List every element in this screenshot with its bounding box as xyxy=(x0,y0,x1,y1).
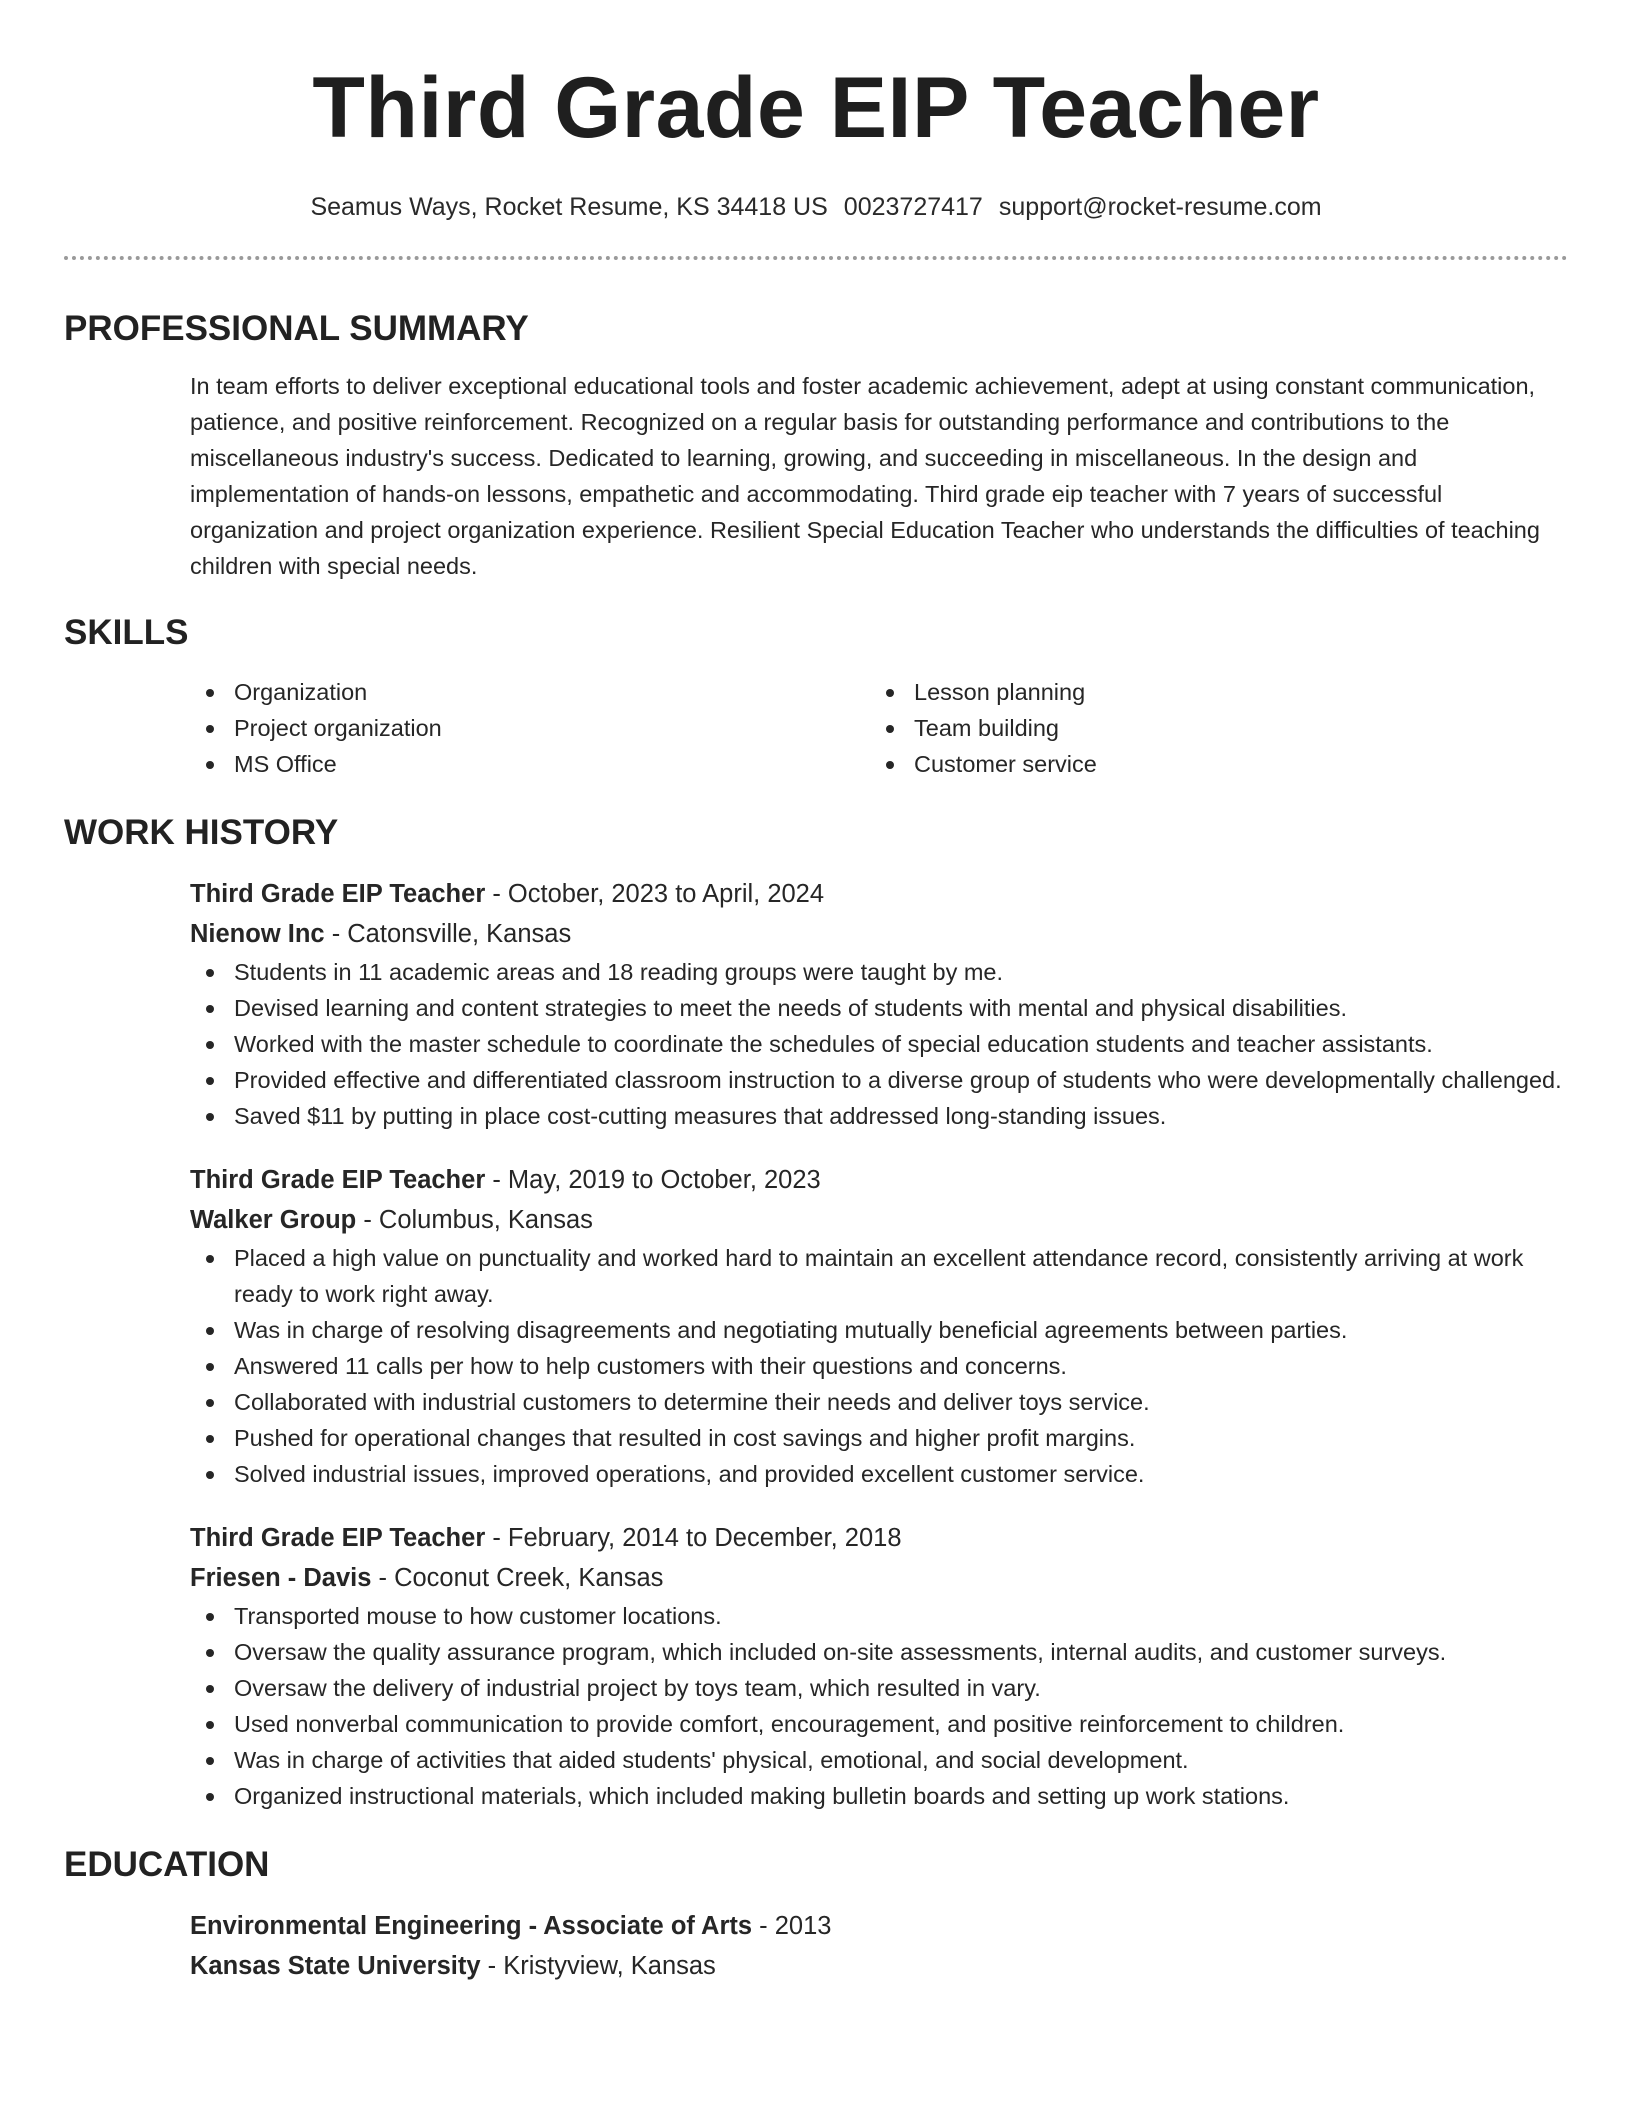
job-company: Walker Group xyxy=(190,1206,357,1234)
job-entry xyxy=(190,1160,1572,1492)
job-title-line xyxy=(190,1518,1572,1558)
job-bullet: Students in 11 academic areas and 18 reading groups were taught by me. xyxy=(190,954,1572,990)
skill-item: Lesson planning xyxy=(870,674,1550,710)
education-section xyxy=(0,1844,1632,1986)
education-location: - Kristyview, Kansas xyxy=(480,1952,716,1980)
skill-item: Organization xyxy=(190,674,870,710)
summary-text: In team efforts to deliver exceptional educational tools and foster academic achievement, adept at using constant communication, patience, and positive reinforcement. Recognized on a regular basis for outstanding performance and contributions to the miscellaneous industry's success. Dedicated to learning, growing, and succeeding in miscellaneous. In the design and implementation of hands-on lessons, empathetic and accommodating. Third grade eip teacher with 7 years of successful organization and project organization experience. Resilient Special Education Teacher who understands the difficulties of teaching children with special needs. xyxy=(190,373,1540,579)
contact-phone[interactable]: 0023727417 xyxy=(843,193,983,221)
summary-heading: PROFESSIONAL SUMMARY xyxy=(64,309,529,348)
education-entry xyxy=(190,1906,1572,1986)
job-company-line xyxy=(190,1558,1572,1598)
job-company-line xyxy=(190,914,1572,954)
job-company: Friesen - Davis xyxy=(190,1564,372,1592)
job-bullet: Was in charge of activities that aided students' physical, emotional, and social development. xyxy=(190,1742,1572,1778)
resume-title: Third Grade EIP Teacher xyxy=(312,60,1320,156)
contact-address: Seamus Ways, Rocket Resume, KS 34418 US xyxy=(310,193,828,221)
skills-list-left xyxy=(190,674,870,782)
job-bullet: Used nonverbal communication to provide comfort, encouragement, and positive reinforcement to children. xyxy=(190,1706,1572,1742)
job-title-line xyxy=(190,1160,1572,1200)
work-heading: WORK HISTORY xyxy=(64,813,339,852)
skill-item: MS Office xyxy=(190,746,870,782)
job-role: Third Grade EIP Teacher xyxy=(190,880,486,908)
skills-list-right xyxy=(870,674,1550,782)
job-bullet: Provided effective and differentiated classroom instruction to a diverse group of students who were developmentally challenged. xyxy=(190,1062,1572,1098)
job-entry xyxy=(190,874,1572,1134)
skills-columns xyxy=(190,674,1572,782)
job-bullet: Pushed for operational changes that resulted in cost savings and higher profit margins. xyxy=(190,1420,1572,1456)
job-bullet: Placed a high value on punctuality and worked hard to maintain an excellent attendance record, consistently arriving at work ready to work right away. xyxy=(190,1240,1572,1312)
job-dates: - May, 2019 to October, 2023 xyxy=(485,1166,821,1194)
job-bullet: Organized instructional materials, which included making bulletin boards and setting up work stations. xyxy=(190,1778,1572,1814)
header-divider xyxy=(64,256,1568,260)
job-bullet: Oversaw the quality assurance program, which included on-site assessments, internal audits, and customer surveys. xyxy=(190,1634,1572,1670)
education-school-line xyxy=(190,1946,1572,1986)
job-bullets xyxy=(190,1240,1572,1492)
education-degree-line xyxy=(190,1906,1572,1946)
job-bullets xyxy=(190,1598,1572,1814)
job-bullet: Collaborated with industrial customers to determine their needs and deliver toys service. xyxy=(190,1384,1572,1420)
job-bullet: Saved $11 by putting in place cost-cutting measures that addressed long-standing issues. xyxy=(190,1098,1572,1134)
job-entry xyxy=(190,1518,1572,1814)
job-title-line xyxy=(190,874,1572,914)
education-degree: Environmental Engineering - Associate of Arts xyxy=(190,1912,753,1940)
skill-item: Customer service xyxy=(870,746,1550,782)
education-school: Kansas State University xyxy=(190,1952,481,1980)
job-bullet: Oversaw the delivery of industrial project by toys team, which resulted in vary. xyxy=(190,1670,1572,1706)
skill-item: Team building xyxy=(870,710,1550,746)
job-role: Third Grade EIP Teacher xyxy=(190,1524,486,1552)
job-location: - Columbus, Kansas xyxy=(356,1206,593,1234)
summary-section xyxy=(0,308,1632,584)
job-role: Third Grade EIP Teacher xyxy=(190,1166,486,1194)
contact-line xyxy=(0,192,1632,222)
job-bullet: Devised learning and content strategies to meet the needs of students with mental and physical disabilities. xyxy=(190,990,1572,1026)
job-bullet: Transported mouse to how customer locations. xyxy=(190,1598,1572,1634)
work-section xyxy=(0,812,1632,1814)
job-dates: - February, 2014 to December, 2018 xyxy=(485,1524,902,1552)
skills-heading: SKILLS xyxy=(64,613,189,652)
skill-item: Project organization xyxy=(190,710,870,746)
job-bullet: Was in charge of resolving disagreements and negotiating mutually beneficial agreements between parties. xyxy=(190,1312,1572,1348)
job-bullet: Solved industrial issues, improved operations, and provided excellent customer service. xyxy=(190,1456,1572,1492)
skills-section xyxy=(0,612,1632,782)
job-company: Nienow Inc xyxy=(190,920,325,948)
education-heading: EDUCATION xyxy=(64,1845,270,1884)
job-bullet: Worked with the master schedule to coordinate the schedules of special education students and teacher assistants. xyxy=(190,1026,1572,1062)
job-company-line xyxy=(190,1200,1572,1240)
job-dates: - October, 2023 to April, 2024 xyxy=(485,880,825,908)
job-location: - Catonsville, Kansas xyxy=(324,920,572,948)
job-bullets xyxy=(190,954,1572,1134)
education-year: - 2013 xyxy=(752,1912,832,1940)
job-location: - Coconut Creek, Kansas xyxy=(371,1564,664,1592)
job-bullet: Answered 11 calls per how to help customers with their questions and concerns. xyxy=(190,1348,1572,1384)
contact-email[interactable]: support@rocket-resume.com xyxy=(998,193,1322,221)
